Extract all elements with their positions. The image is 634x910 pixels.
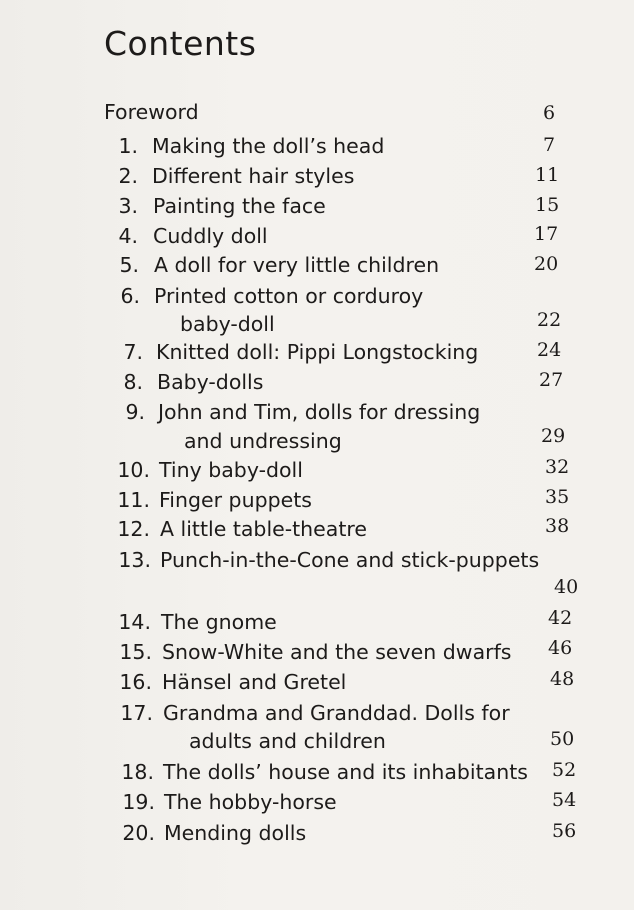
- toc-entry-number: 14.: [118, 610, 151, 634]
- toc-entry-page: 6: [543, 102, 556, 124]
- toc-entry-title: The hobby-horse: [164, 790, 337, 814]
- toc-entry-page: 24: [537, 339, 562, 361]
- toc-entry-page: 11: [535, 164, 560, 186]
- toc-entry-page: 17: [534, 223, 559, 245]
- toc-entry-page: 52: [552, 759, 577, 781]
- toc-entry-page: 22: [537, 309, 562, 331]
- toc-entry-title: Finger puppets: [159, 488, 312, 512]
- toc-entry-page: 38: [545, 515, 570, 537]
- toc-entry-title: Punch-in-the-Cone and stick-puppets: [160, 548, 540, 572]
- toc-entry-page: 7: [543, 134, 556, 156]
- toc-entry-number: 6.: [120, 284, 140, 308]
- toc-entry-page: 15: [535, 194, 560, 216]
- toc-entry-page: 20: [534, 253, 559, 275]
- toc-entry-title-continued: baby-doll: [180, 312, 275, 336]
- toc-entry-page: 48: [550, 668, 575, 690]
- toc-entry-number: 13.: [118, 548, 151, 572]
- toc-entry-title: The gnome: [161, 610, 277, 634]
- toc-entry-number: 17.: [120, 701, 153, 725]
- toc-entry-number: 20.: [122, 821, 155, 845]
- toc-entry-title: A doll for very little children: [154, 253, 440, 277]
- toc-entry-page: 27: [539, 369, 564, 391]
- toc-entry-page: 50: [550, 728, 575, 750]
- toc-entry-title: Baby-dolls: [157, 370, 264, 394]
- toc-entry-title: Cuddly doll: [153, 224, 268, 248]
- toc-entry-title: Grandma and Granddad. Dolls for: [163, 701, 510, 725]
- page-title: Contents: [104, 24, 257, 63]
- toc-entry-number: 9.: [125, 400, 145, 424]
- toc-entry-page: 32: [545, 456, 570, 478]
- toc-entry-title: A little table-theatre: [160, 517, 367, 541]
- toc-entry-number: 7.: [123, 340, 143, 364]
- toc-entry-title: Mending dolls: [164, 821, 307, 845]
- toc-entry-number: 2.: [118, 164, 138, 188]
- toc-entry-title: The dolls’ house and its inhabitants: [163, 760, 528, 784]
- toc-entry-number: 10.: [117, 458, 150, 482]
- toc-entry-title: John and Tim, dolls for dressing: [158, 400, 481, 424]
- toc-entry-number: 11.: [117, 488, 150, 512]
- toc-entry-number: 1.: [118, 134, 138, 158]
- toc-entry-number: 16.: [119, 670, 152, 694]
- toc-entry-page: 29: [541, 425, 566, 447]
- toc-entry-page: 56: [552, 820, 577, 842]
- toc-entry-number: 15.: [119, 640, 152, 664]
- toc-entry-number: 18.: [121, 760, 154, 784]
- toc-entry-number: 4.: [118, 224, 138, 248]
- toc-entry-title: Different hair styles: [152, 164, 355, 188]
- toc-entry-title: Tiny baby-doll: [159, 458, 303, 482]
- toc-entry-title-continued: and undressing: [184, 429, 342, 453]
- toc-entry-page: 46: [548, 637, 573, 659]
- toc-entry-title: Foreword: [104, 100, 199, 124]
- toc-entry-foreword: [104, 100, 199, 124]
- toc-entry-title-continued: adults and children: [189, 729, 386, 753]
- toc-entry-page: 42: [548, 607, 573, 629]
- toc-entry-title: Snow-White and the seven dwarfs: [162, 640, 512, 664]
- toc-entry-title: Painting the face: [153, 194, 326, 218]
- toc-entry-number: 5.: [119, 253, 139, 277]
- toc-entry-title: Hänsel and Gretel: [162, 670, 347, 694]
- toc-entry-title: Making the doll’s head: [152, 134, 385, 158]
- toc-entry-number: 3.: [118, 194, 138, 218]
- toc-entry-title: Knitted doll: Pippi Longstocking: [156, 340, 479, 364]
- toc-entry-page: 40: [554, 576, 579, 598]
- toc-entry-title: Printed cotton or corduroy: [154, 284, 424, 308]
- toc-entry-number: 12.: [117, 517, 150, 541]
- toc-entry-number: 8.: [123, 370, 143, 394]
- toc-entry-number: 19.: [122, 790, 155, 814]
- toc-entry-page: 35: [545, 486, 570, 508]
- toc-entry-page: 54: [552, 789, 577, 811]
